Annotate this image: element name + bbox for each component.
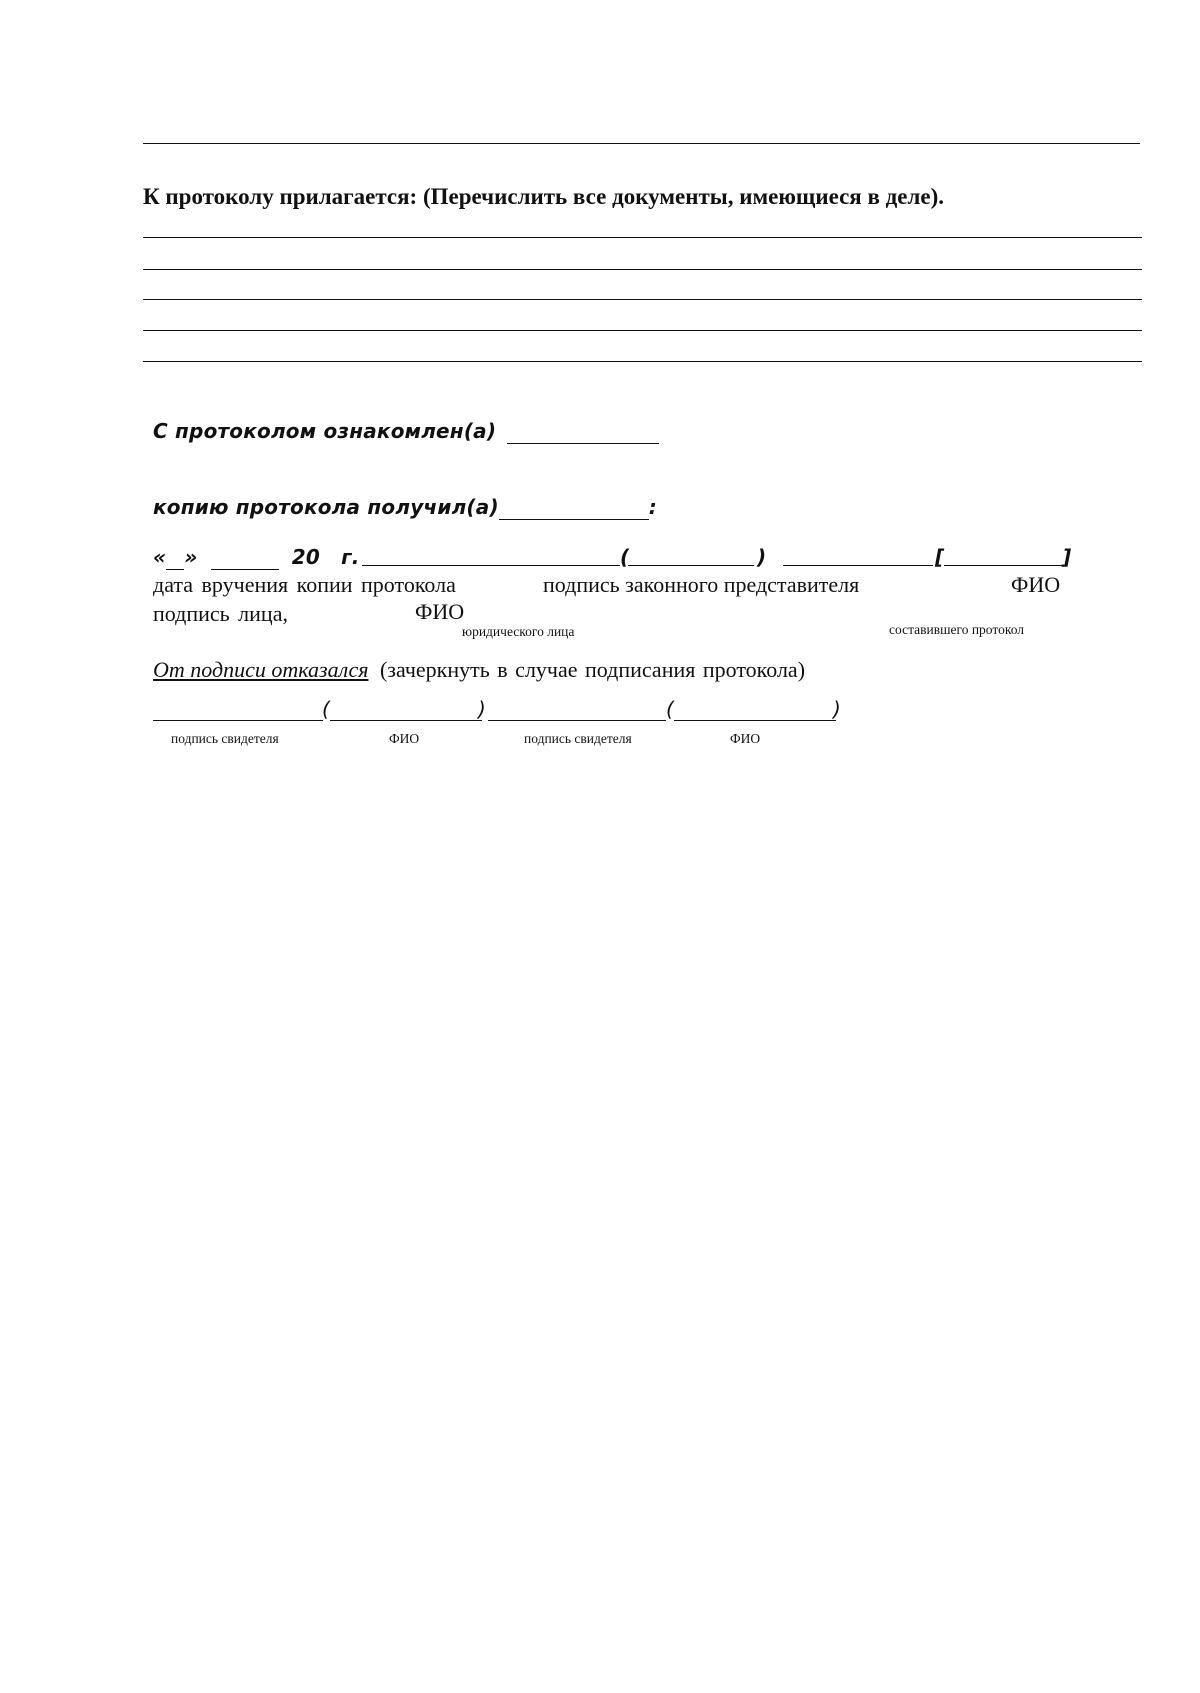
caption-date-delivery: дата вручения копии протокола [153,572,456,597]
caption-fio-center: ФИО [415,599,465,624]
witness1-paren-open: ( [322,697,331,721]
acquainted-label: С протоколом ознакомлен(а) [153,419,497,443]
copy-received-line [153,495,657,520]
acquainted-signature-blank[interactable] [507,419,659,444]
witness2-paren-open: ( [666,697,675,721]
attachment-line[interactable] [143,361,1142,362]
refusal-line [153,657,805,683]
person-signature-blank[interactable] [362,565,620,566]
copy-received-label: копию протокола получил(а) [153,495,499,519]
day-blank[interactable] [166,545,184,570]
attachments-heading: К протоколу прилагается: (Перечислить все документы, имеющиеся в деле). [143,184,945,209]
bracket-close: ] [1062,545,1072,569]
attachment-line[interactable] [143,299,1142,300]
acquainted-line [153,419,659,444]
copy-received-signature-blank[interactable] [499,495,649,520]
refusal-label: От подписи отказался [153,657,369,682]
witness1-signature-blank[interactable] [153,720,323,721]
date-row [153,545,360,570]
caption-legal-entity: юридического лица [462,624,575,639]
year-suffix: г. [341,545,360,569]
witness1-fio-blank[interactable] [330,720,482,721]
caption-witness1-fio: ФИО [389,731,420,746]
attachment-line[interactable] [143,269,1142,270]
witness2-paren-close: ) [833,697,842,721]
fio-paren-close: ) [757,545,767,569]
attachment-line[interactable] [143,237,1142,238]
top-rule [143,143,1140,144]
witness2-fio-blank[interactable] [674,720,836,721]
fio-blank-right[interactable] [944,565,1066,566]
witness2-signature-blank[interactable] [488,720,666,721]
month-blank[interactable] [211,545,279,570]
caption-person-signature: подпись лица, [153,601,288,626]
fio-paren-open: ( [620,545,630,569]
witness1-paren-close: ) [478,697,487,721]
caption-fio-right: ФИО [1011,572,1061,597]
bracket-open: [ [935,545,945,569]
date-open-quote: « [153,545,167,569]
caption-compiler: составившего протокол [889,622,1025,637]
date-close-quote: » [184,545,198,569]
fio-blank-center[interactable] [628,565,754,566]
attachment-line[interactable] [143,330,1142,331]
caption-rep-signature: подпись законного представителя [543,572,860,597]
caption-witness2-signature: подпись свидетеля [524,731,632,746]
copy-received-colon: : [648,495,657,519]
refusal-note: (зачеркнуть в случае подписания протокола) [379,657,806,682]
caption-witness1-signature: подпись свидетеля [171,731,279,746]
rep-signature-blank[interactable] [783,565,933,566]
caption-witness2-fio: ФИО [730,731,761,746]
year-prefix: 20 [291,545,320,569]
